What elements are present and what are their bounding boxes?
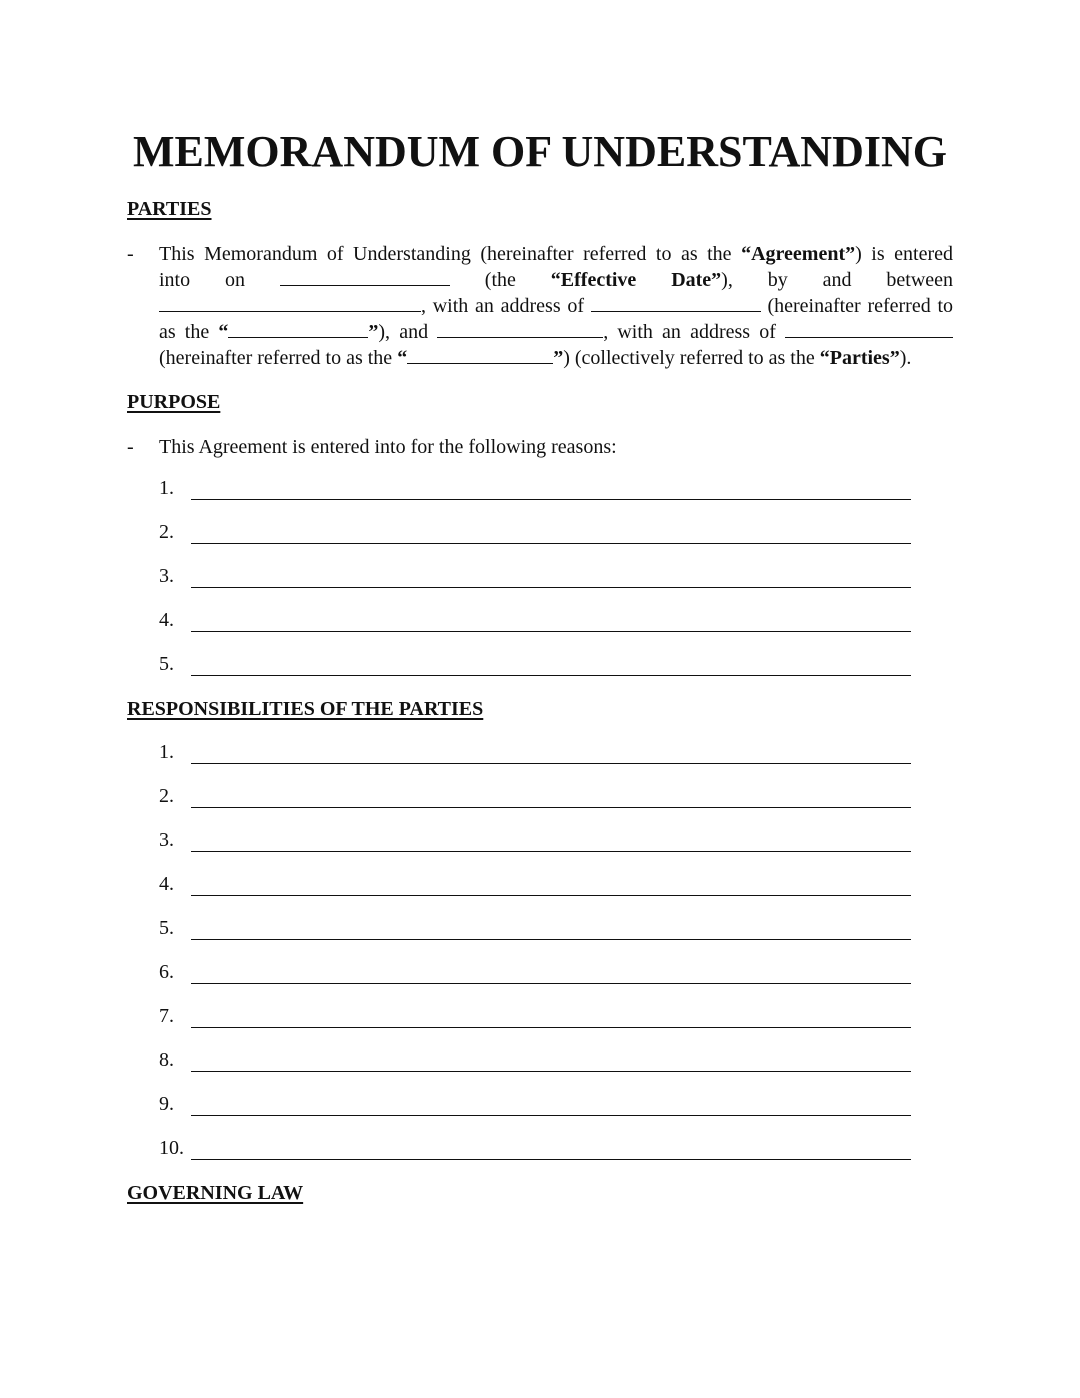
responsibility-item bbox=[159, 960, 911, 986]
item-number: 2. bbox=[159, 785, 174, 807]
responsibility-item bbox=[159, 916, 911, 942]
parties-line-3 bbox=[159, 293, 953, 319]
purpose-item-blank[interactable] bbox=[191, 499, 911, 500]
parties-text: ), and bbox=[378, 321, 438, 343]
item-number: 1. bbox=[159, 477, 174, 499]
parties-text: ) (collectively referred to as the bbox=[563, 347, 820, 369]
item-number: 4. bbox=[159, 873, 174, 895]
purpose-item-blank[interactable] bbox=[191, 631, 911, 632]
first-party-name-blank[interactable] bbox=[159, 293, 421, 312]
purpose-item bbox=[159, 520, 911, 546]
responsibility-item bbox=[159, 1092, 911, 1118]
responsibility-item bbox=[159, 740, 911, 766]
responsibility-item-blank[interactable] bbox=[191, 851, 911, 852]
first-party-alias-blank[interactable] bbox=[228, 319, 368, 338]
responsibility-item bbox=[159, 872, 911, 898]
parties-line-1 bbox=[159, 241, 953, 267]
responsibility-item bbox=[159, 828, 911, 854]
item-number: 9. bbox=[159, 1093, 174, 1115]
purpose-item bbox=[159, 652, 911, 678]
item-number: 3. bbox=[159, 829, 174, 851]
parties-term: “Parties” bbox=[819, 347, 900, 369]
parties-text: (the bbox=[484, 269, 516, 291]
parties-text: (hereinafter referred to as the bbox=[159, 347, 398, 369]
purpose-heading: PURPOSE bbox=[127, 391, 221, 413]
item-number: 1. bbox=[159, 741, 174, 763]
parties-text: ), bbox=[721, 269, 733, 291]
parties-line-2 bbox=[159, 267, 953, 293]
parties-text: and bbox=[822, 269, 852, 291]
parties-text: by bbox=[767, 269, 788, 291]
second-party-alias-blank[interactable] bbox=[407, 345, 553, 364]
purpose-item bbox=[159, 608, 911, 634]
quote-close: ” bbox=[553, 347, 564, 369]
responsibility-item bbox=[159, 784, 911, 810]
quote-open: “ bbox=[397, 347, 408, 369]
parties-text: ) is entered bbox=[855, 243, 953, 265]
effective-term-1: “Effective bbox=[550, 269, 637, 291]
item-number: 2. bbox=[159, 521, 174, 543]
responsibility-item bbox=[159, 1136, 911, 1162]
responsibility-item-blank[interactable] bbox=[191, 807, 911, 808]
item-number: 8. bbox=[159, 1049, 174, 1071]
purpose-item-blank[interactable] bbox=[191, 675, 911, 676]
parties-paragraph bbox=[127, 241, 953, 371]
responsibility-item bbox=[159, 1004, 911, 1030]
item-number: 5. bbox=[159, 653, 174, 675]
second-party-name-blank[interactable] bbox=[437, 319, 603, 338]
responsibility-item-blank[interactable] bbox=[191, 983, 911, 984]
item-number: 3. bbox=[159, 565, 174, 587]
parties-text: between bbox=[886, 269, 954, 291]
responsibility-item-blank[interactable] bbox=[191, 895, 911, 896]
parties-heading: PARTIES bbox=[127, 198, 212, 220]
item-number: 5. bbox=[159, 917, 174, 939]
bullet-dash: - bbox=[127, 243, 134, 265]
purpose-item-blank[interactable] bbox=[191, 587, 911, 588]
parties-text: as the bbox=[159, 321, 219, 343]
responsibility-item-blank[interactable] bbox=[191, 939, 911, 940]
purpose-item bbox=[159, 476, 911, 502]
purpose-intro bbox=[127, 434, 953, 460]
bullet-dash: - bbox=[127, 436, 134, 458]
quote-open: “ bbox=[218, 321, 229, 343]
responsibility-item-blank[interactable] bbox=[191, 1159, 911, 1160]
responsibility-item-blank[interactable] bbox=[191, 1115, 911, 1116]
first-party-address-blank[interactable] bbox=[591, 293, 761, 312]
item-number: 6. bbox=[159, 961, 174, 983]
parties-text: ). bbox=[899, 347, 912, 369]
item-number: 7. bbox=[159, 1005, 174, 1027]
agreement-term: “Agreement” bbox=[741, 243, 856, 265]
item-number: 4. bbox=[159, 609, 174, 631]
responsibility-item-blank[interactable] bbox=[191, 763, 911, 764]
quote-close: ” bbox=[368, 321, 379, 343]
document-title: MEMORANDUM OF UNDERSTANDING bbox=[133, 127, 947, 176]
purpose-intro-text: This Agreement is entered into for the following reasons: bbox=[159, 436, 617, 458]
responsibility-item-blank[interactable] bbox=[191, 1071, 911, 1072]
parties-text: on bbox=[225, 269, 246, 291]
second-party-address-blank[interactable] bbox=[785, 319, 953, 338]
parties-text: This Memorandum of Understanding (hereinafter referred to as the bbox=[159, 243, 742, 265]
purpose-item bbox=[159, 564, 911, 590]
purpose-item-blank[interactable] bbox=[191, 543, 911, 544]
parties-text: , with an address of bbox=[603, 321, 786, 343]
parties-text: (hereinafter referred to bbox=[760, 295, 953, 317]
governing-law-heading: GOVERNING LAW bbox=[127, 1182, 304, 1204]
parties-line-4 bbox=[159, 319, 953, 345]
effective-date-blank[interactable] bbox=[280, 267, 450, 286]
responsibility-item bbox=[159, 1048, 911, 1074]
parties-text: , with an address of bbox=[421, 295, 591, 317]
parties-text: into bbox=[159, 269, 191, 291]
responsibility-item-blank[interactable] bbox=[191, 1027, 911, 1028]
effective-term-2: Date” bbox=[671, 269, 722, 291]
responsibilities-heading: RESPONSIBILITIES OF THE PARTIES bbox=[127, 698, 484, 720]
item-number: 10. bbox=[159, 1137, 184, 1159]
parties-line-5 bbox=[159, 345, 953, 371]
